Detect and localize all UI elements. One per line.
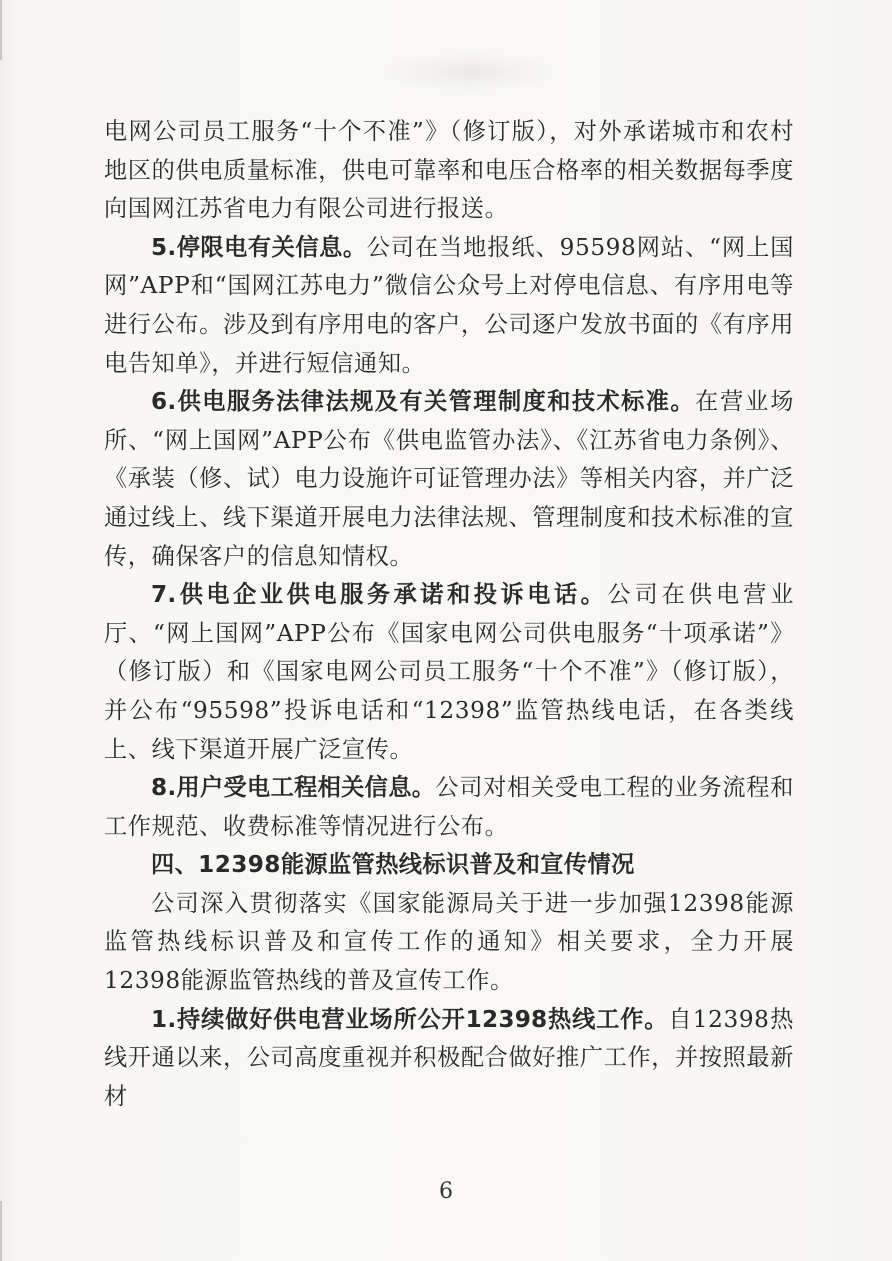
item-title: 5.停限电有关信息。 [151,233,367,261]
paragraph-continuation [104,113,794,229]
scan-edge-mark [0,0,2,60]
item-title: 1.持续做好供电营业场所公开12398热线工作。 [151,1005,669,1033]
page-number: 6 [439,1179,453,1204]
paragraph-plain [104,885,794,1001]
paragraph-item-1 [104,1001,794,1117]
paragraph-item-6 [104,383,794,576]
document-body [104,113,794,1116]
item-title: 7.供电企业供电服务承诺和投诉电话。 [151,581,608,609]
paragraph-text: 在营业场所、“网上国网”APP公布《供电监管办法》、《江苏省电力条例》、《承装（修、试）电力设施许可证管理办法》等相关内容，并广泛通过线上、线下渠道开展电力法律法规、管理制度和技术标准的宣传，确保客户的信息知情权。 [104,388,794,570]
paragraph-item-5 [104,229,794,383]
section-heading: 四、12398能源监管热线标识普及和宣传情况 [151,851,635,879]
item-title: 8.用户受电工程相关信息。 [151,774,436,802]
paragraph-text: 公司深入贯彻落实《国家能源局关于进一步加强12398能源监管热线标识普及和宣传工作的通知》相关要求，全力开展12398能源监管热线的普及宣传工作。 [104,889,794,995]
item-title: 6.供电服务法律法规及有关管理制度和技术标准。 [151,388,696,416]
paragraph-text: 公司在供电营业厅、“网上国网”APP公布《国家电网公司供电服务“十项承诺”》（修订版）和《国家电网公司员工服务“十个不准”》（修订版），并公布“95598”投诉电话和“12398”监管热线电话，在各类线上、线下渠道开展广泛宣传。 [104,581,795,763]
paragraph-item-8 [104,769,794,846]
scan-edge-mark [0,1201,2,1261]
paragraph-text: 公司对相关受电工程的业务流程和工作规范、收费标准等情况进行公布。 [104,774,795,840]
paragraph-text: 电网公司员工服务“十个不准”》（修订版），对外承诺城市和农村地区的供电质量标准，供电可靠率和电压合格率的相关数据每季度向国网江苏省电力有限公司进行报送。 [104,118,794,223]
scan-shadow [380,52,560,92]
paragraph-text: 自12398热线开通以来，公司高度重视并积极配合做好推广工作，并按照最新材 [104,1005,794,1110]
paragraph-item-7 [104,576,794,769]
paragraph-text: 公司在当地报纸、95598网站、“网上国网”APP和“国网江苏电力”微信公众号上对停电信息、有序用电等进行公布。涉及到有序用电的客户，公司逐户发放书面的《有序用电告知单》，并进行短信通知。 [104,233,794,377]
